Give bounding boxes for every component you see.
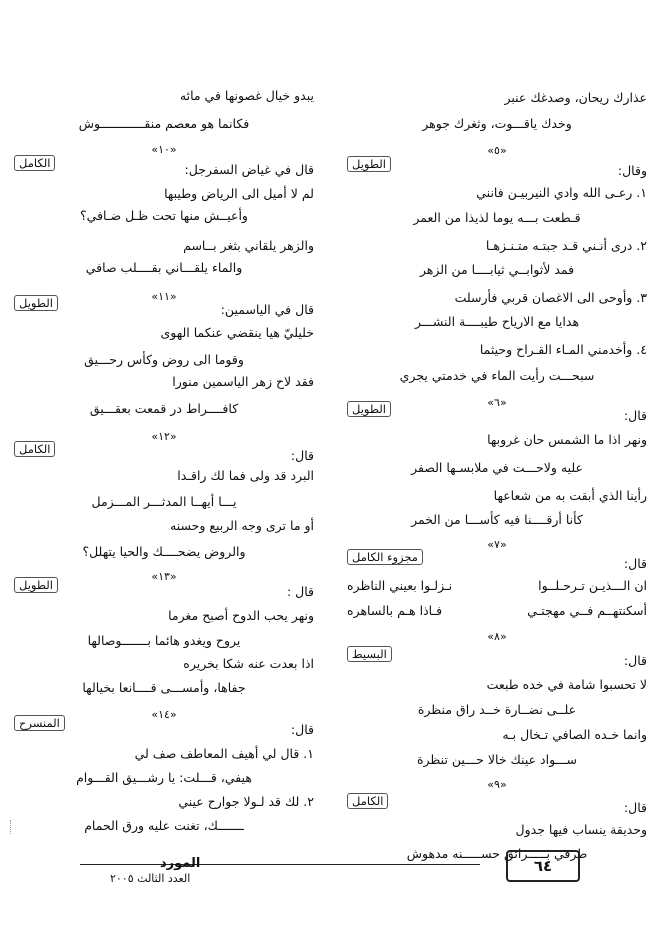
verse-line: طرفي بـــــرائق حســـــنه مدهوش — [406, 846, 588, 861]
verse-line: خليليّ هيا ينقضي عنكما الهوى — [160, 325, 314, 340]
page-number: ٦٤ — [506, 850, 580, 882]
verse-line: يبدو خيال غصونها في مائه — [179, 88, 314, 103]
margin-mark — [10, 820, 15, 834]
section-number: «١٤» — [151, 708, 177, 721]
verse-line: قال في غياض السفرجل: — [184, 162, 314, 177]
meter-label: مجزوء الكامل — [347, 549, 423, 565]
verse-line: عذارك ريحان، وصدغك عنبر — [504, 90, 647, 105]
verse-line: وخدك ياقـــوت، وثغرك جوهر — [422, 116, 572, 131]
verse-line: أو ما ترى وجه الربيع وحسنه — [170, 518, 314, 533]
meter-label: الكامل — [14, 155, 55, 171]
verse-line: لا تحسبوا شامة في خده طبعت — [486, 677, 647, 692]
verse-line: لم لا أميل الى الرياض وطيبها — [164, 186, 314, 201]
verse-line: فكانما هو معصم منقــــــــــــوش — [78, 116, 250, 131]
verse-line: قال: — [623, 408, 647, 423]
verse-line: وانما خـده الصافي تـخال بـه — [502, 727, 647, 742]
verse-line: قال في الياسمين: — [220, 302, 314, 317]
verse-line: ـــــــك، تغنت عليه ورق الحمام — [84, 818, 244, 833]
verse-line: اذا بعدت عنه شكا بخريره — [183, 656, 314, 671]
verse-line: ٣. وأوحى الى الاغصان قربي فأرسلت — [454, 290, 647, 305]
magazine-title: المورد — [160, 856, 201, 871]
verse-line: والروض يضحــــك والحيا يتهلل؟ — [82, 544, 246, 559]
verse-line: ونهر اذا ما الشمس حان غروبها — [487, 432, 647, 447]
verse-line: قال: — [623, 800, 647, 815]
verse-line: سبحـــت رأيت الماء في خدمتي يجري — [399, 368, 595, 383]
verse-line: قال: — [623, 556, 647, 571]
verse-line: ٢. لك قد لـولا جوارح عيني — [178, 794, 314, 809]
section-number: «١٠» — [151, 143, 177, 156]
page-footer — [80, 850, 580, 895]
issue-label: العدد الثالث ٢٠٠٥ — [110, 872, 191, 885]
meter-label: الطويل — [14, 295, 58, 311]
verse-line: يروح ويغدو هائما بـــــــوصالها — [87, 633, 241, 648]
verse-line: جفاها، وأمســـى قــــانعا بخيالها — [82, 680, 246, 695]
verse-line: قال: — [290, 448, 314, 463]
verse-line: ١. رعـى الله وادي النيربيـن فانني — [476, 185, 647, 200]
meter-label: البسيط — [347, 646, 392, 662]
verse-line: قال: — [623, 653, 647, 668]
verse-line: نـزلـوا بعيني الناظره — [347, 578, 453, 593]
verse-line: عليه ولاحـــت في ملابسـها الصفر — [411, 460, 583, 475]
verse-line: أسكنتهــم فــي مهجتـي — [527, 603, 647, 618]
meter-label: المنسرح — [14, 715, 65, 731]
section-number: «٧» — [487, 538, 507, 551]
verse-line: كأنا أرقــــنا فيه كأســـا من الخمر — [411, 512, 583, 527]
verse-line: قـطعت بـــه يوما لذيذا من العمر — [413, 210, 581, 225]
section-number: «٨» — [487, 630, 507, 643]
verse-line: ســـواد عينك خالا حـــين تنظرة — [416, 752, 577, 767]
verse-line: هدايا مع الارياح طيبــــة النشـــر — [414, 314, 580, 329]
verse-line: علــى نضــارة خــد راق منظرة — [417, 702, 577, 717]
verse-line: ٤. وأخدمني المـاء القـراح وحيثما — [479, 342, 647, 357]
verse-line: البرد قد ولى فما لك راقـدا — [177, 468, 314, 483]
verse-line: وقال: — [617, 163, 647, 178]
verse-line: رأينا الذي أبقت به من شعاعها — [493, 488, 647, 503]
meter-label: الكامل — [347, 793, 388, 809]
verse-line: فمد لأثوابــي ثيابــــا من الزهر — [419, 262, 575, 277]
right-column — [347, 0, 647, 861]
verse-line: وقوما الى روض وكأس رحـــيق — [84, 352, 244, 367]
section-number: «٥» — [487, 144, 507, 157]
verse-line: والماء يلقـــاني بقــــلب صافي — [85, 260, 243, 275]
verse-line: ونهر يحب الدوح أصبح مغرما — [168, 608, 314, 623]
verse-line: كافــــراط در قمعت بعقـــيق — [89, 401, 239, 416]
verse-line: فقد لاح زهر الياسمين منورا — [172, 374, 314, 389]
section-number: «١١» — [151, 290, 177, 303]
section-number: «١٢» — [151, 430, 177, 443]
verse-line: يـــا أيهــا المدثـــر المـــزمل — [91, 494, 237, 509]
meter-label: الطويل — [347, 156, 391, 172]
verse-line: ان الـــذيـن تـرحـلــوا — [538, 578, 647, 593]
verse-line: ٢. درى أنـني قـد جبتـه متـنـزهـا — [485, 238, 647, 253]
footer-rule — [80, 864, 480, 865]
verse-line: قال : — [286, 584, 314, 599]
left-column — [14, 0, 314, 850]
verse-line: قال: — [290, 722, 314, 737]
verse-line: فـاذا هـم بالساهره — [347, 603, 443, 618]
section-number: «٦» — [487, 396, 507, 409]
meter-label: الكامل — [14, 441, 55, 457]
verse-line: وحديقة ينساب فيها جدول — [515, 822, 647, 837]
verse-line: والزهر يلقاني بثغر بــاسم — [183, 238, 314, 253]
section-number: «٩» — [487, 778, 507, 791]
verse-line: وأعيــش منها تحت ظـل ضـافي؟ — [80, 208, 248, 223]
meter-label: الطويل — [347, 401, 391, 417]
section-number: «١٣» — [151, 570, 177, 583]
meter-label: الطويل — [14, 577, 58, 593]
verse-line: هيفي، قـــلت: يا رشـــيق القـــوام — [76, 770, 252, 785]
verse-line: ١. قال لي أهيف المعاطف صف لي — [134, 746, 314, 761]
